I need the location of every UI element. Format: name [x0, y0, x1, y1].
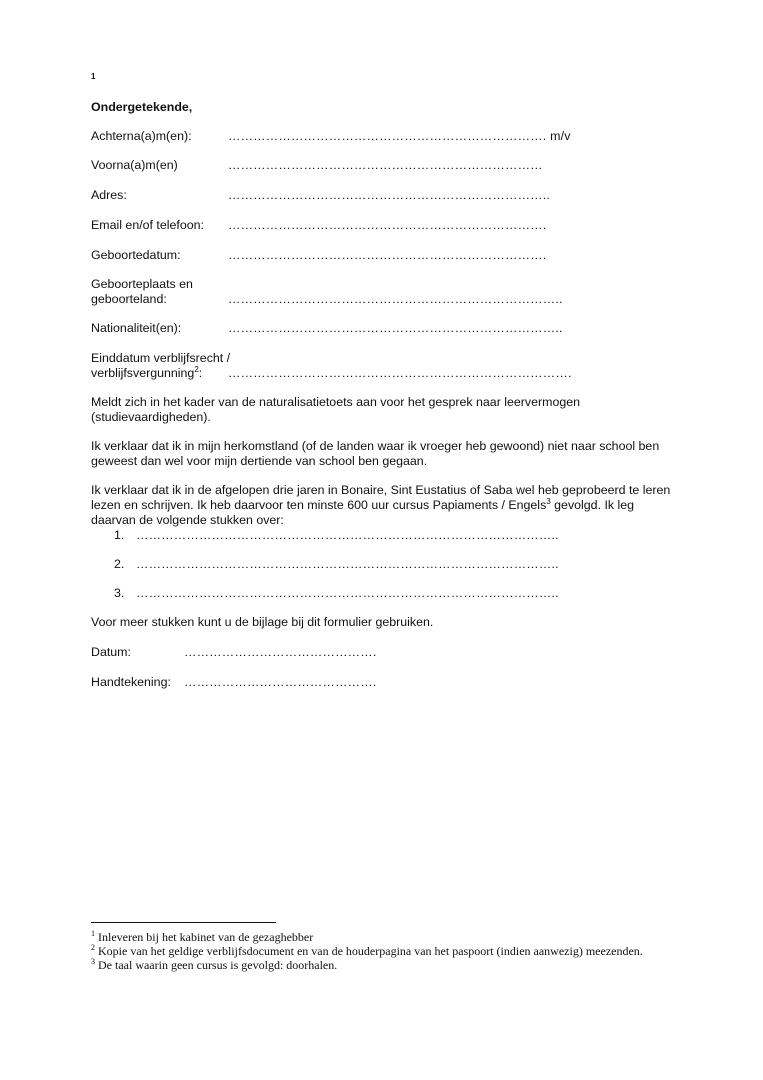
field-label-line: geboorteland:: [91, 292, 167, 306]
footnote-ref: 3: [546, 496, 551, 506]
field-line-surname[interactable]: [228, 129, 571, 144]
field-label-line: verblijfsvergunning$^2$:: [91, 364, 203, 380]
field-label-birthplace: [91, 277, 193, 307]
signature-label: Handtekening:: [91, 675, 171, 689]
attachment-note: Voor meer stukken kunt u de bijlage bij dit formulier gebruiken.: [91, 615, 434, 629]
field-label-line: Geboorteplaats en: [91, 277, 193, 291]
course-declaration: Ik verklaar dat ik in de afgelopen drie jaren in Bonaire, Sint Eustatius of Saba wel heb geprobeerd te leren lezen en schrijven. Ik heb daarvoor ten minste 600 uur cursus Papiaments / Engels$^3$ gevolgd. Ik leg daarvan de volgende stukken over:: [91, 483, 671, 527]
footnote-ref: 2: [194, 364, 199, 374]
date-label: Datum:: [91, 645, 131, 659]
footnote-2: $^2$ Kopie van het geldige verblijfsdocument en van de houderpagina van het paspoort (indien aanwezig) meezenden.: [91, 943, 643, 958]
no-school-declaration: Ik verklaar dat ik in mijn herkomstland (of de landen waar ik vroeger heb gewoond) niet naar school ben geweest dan wel voor mijn dertiende van school ben gegaan.: [91, 439, 660, 468]
field-label-surname: Achterna(a)m(en):: [91, 129, 192, 143]
footnotes: [91, 930, 651, 972]
list-line-1[interactable]: ………………………………………………………………………………………..: [136, 528, 559, 542]
field-line-address[interactable]: …………………………………………………………………..: [228, 188, 551, 202]
field-label-address: Adres:: [91, 188, 127, 202]
field-line-birthplace[interactable]: ……………………………………………………………………..: [228, 292, 563, 306]
list-number: 2.: [114, 557, 125, 571]
field-label-nationality: Nationaliteit(en):: [91, 321, 182, 335]
field-label-residence-end: [91, 351, 230, 381]
form-heading: Ondergetekende,: [91, 100, 193, 114]
field-label-firstname: Voorna(a)m(en): [91, 158, 178, 172]
field-line-residence-end[interactable]: ……………………………………………………………………….: [228, 366, 572, 380]
field-label-birthdate: Geboortedatum:: [91, 248, 181, 262]
field-line-firstname[interactable]: …………………………………………………………………: [228, 158, 543, 172]
gender-suffix: m/v: [546, 129, 571, 143]
signature-line[interactable]: ……………………………………….: [184, 675, 377, 689]
list-line-2[interactable]: ………………………………………………………………………………………..: [136, 557, 559, 571]
list-number: 1.: [114, 528, 125, 542]
list-line-3[interactable]: ………………………………………………………………………………………..: [136, 586, 559, 600]
footnote-divider: [91, 922, 276, 923]
field-line-email-phone[interactable]: ………………………………………………………………….: [228, 218, 547, 232]
field-dots: ………………………………………………………………….: [228, 129, 547, 143]
registration-paragraph: Meldt zich in het kader van de naturalisatietoets aan voor het gesprek naar leervermogen (studievaardigheden).: [91, 395, 581, 424]
field-line-birthdate[interactable]: ………………………………………………………………….: [228, 248, 547, 262]
footnote-3: $^3$ De taal waarin geen cursus is gevolgd: doorhalen.: [91, 957, 338, 972]
field-line-nationality[interactable]: ……………………………………………………………………..: [228, 321, 563, 335]
field-label-email-phone: Email en/of telefoon:: [91, 218, 204, 232]
field-label-line: Einddatum verblijfsrecht /: [91, 351, 231, 365]
footnote-1: $^1$ Inleveren bij het kabinet van de gezaghebber: [91, 929, 314, 944]
date-line[interactable]: ……………………………………….: [184, 645, 377, 659]
list-number: 3.: [114, 586, 125, 600]
page-footnote-mark: 1: [91, 72, 96, 81]
